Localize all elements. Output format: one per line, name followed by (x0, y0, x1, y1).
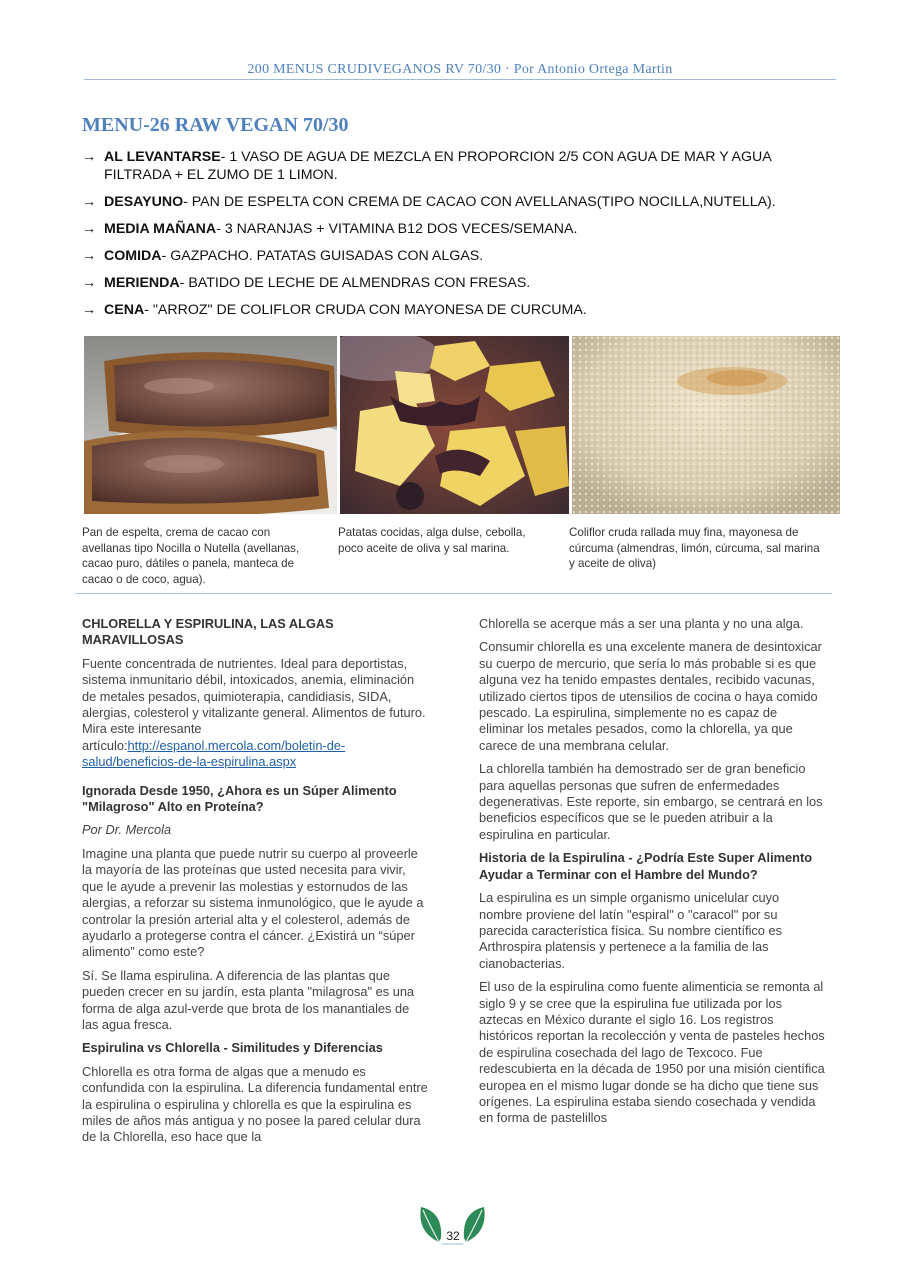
paragraph: Chlorella es otra forma de algas que a menudo es confundida con la espirulina. La diferencia fundamental entre la espirulina o espirulina y chlorella es que la espirulina es miles de años más antigua y no posee la pared celular dura de la Chlorella, eso hace que la (82, 1063, 428, 1145)
photo-cauliflower-rice (572, 336, 840, 514)
left-column (82, 616, 428, 1153)
menu-item-text: - PAN DE ESPELTA CON CREMA DE CACAO CON AVELLANAS(TIPO NOCILLA,NUTELLA). (183, 194, 776, 210)
running-header: 200 MENUS CRUDIVEGANOS RV 70/30 · Por Antonio Ortega Martin (247, 62, 673, 77)
menu-item-cena (82, 301, 822, 319)
arrow-right-icon: → (82, 275, 97, 291)
menu-item-comida (82, 247, 822, 265)
byline: Por Dr. Mercola (82, 822, 172, 838)
menu-item-label: MEDIA MAÑANA (104, 221, 217, 237)
menu-item-al-levantarse (82, 148, 822, 184)
paragraph: Sí. Se llama espirulina. A diferencia de las plantas que pueden crecer en su jardín, esta planta "milagrosa" es una forma de alga azul-verde que brota de los manantiales de las agua fresca. (82, 967, 415, 1032)
menu-item-label: CENA (104, 302, 145, 318)
photo-potatoes-algae (340, 336, 569, 514)
paragraph: El uso de la espirulina como fuente alimenticia se remonta al siglo 9 y se cree que la espirulina fue utilizada por los aztecas en México durante el siglo 16. Los registros históricos reportan la recolección y venta de pasteles hechos de espirulina cosechada del lago de Texcoco. Fue redescubierta en la década de 1950 por una misión científica europea en el mismo lugar donde se ha dicho que tiene sus orígenes. La espirulina estaba siendo cosechada y vendida en forma de pastelillos (479, 979, 825, 1126)
section-heading-chlorella: CHLORELLA Y ESPIRULINA, LAS ALGAS MARAVILLOSAS (82, 616, 334, 648)
photo-bread-cacao (84, 336, 337, 514)
caption-cauliflower-rice: Coliflor cruda rallada muy fina, mayonesa de cúrcuma (almendras, limón, cúrcuma, sal marina y aceite de oliva) (569, 526, 820, 570)
menu-item-label: MERIENDA (104, 275, 180, 291)
page-title: MENU-26 RAW VEGAN 70/30 (82, 114, 349, 136)
paragraph: La chlorella también ha demostrado ser de gran beneficio para aquellas personas que sufren de enfermedades degenerativas. Este reporte, sin embargo, se centrará en los beneficios específicos que se le pueden atribuir a la espirulina en particular. (479, 761, 823, 842)
article-heading: Ignorada Desde 1950, ¿Ahora es un Súper Alimento "Milagroso" Alto en Proteína? (82, 782, 397, 815)
intro-paragraph (82, 656, 428, 771)
paragraph: Chlorella se acerque más a ser una planta y no una alga. (479, 616, 804, 631)
arrow-right-icon: → (82, 221, 97, 237)
arrow-right-icon: → (82, 194, 97, 210)
paragraph: Consumir chlorella es una excelente manera de desintoxicar su cuerpo de mercurio, que sería lo más probable si es que alguna vez ha tenido empastes dentales, recibido vacunas, utilizado ciertos tipos de utensilios de cocina o haya comido pescado. La espirulina, simplemente no es capaz de eliminar los metales pesados, como la chlorella, ya que carece de una membrana celular. (479, 639, 822, 753)
menu-item-text: - BATIDO DE LECHE DE ALMENDRAS CON FRESAS. (179, 275, 531, 291)
mercola-article-link[interactable]: http://espanol.mercola.com/boletin-de-salud/beneficios-de-la-espirulina.aspx (82, 737, 346, 770)
paragraph: Imagine una planta que puede nutrir su cuerpo al proveerle la mayoría de las proteínas que usted necesita para vivir, que le ayude a prevenir las molestias y estornudos de las alergias, a reforzar su sistema inmunológico, que le ayude a controlar la presión arterial alta y el colesterol, además de ayudarlo a protegerse contra el cáncer. ¿Existirá un “súper alimento” como este? (82, 845, 424, 960)
page-number: 32 (446, 1229, 460, 1243)
menu-item-merienda (82, 274, 822, 292)
menu-item-text: - 1 VASO DE AGUA DE MEZCLA EN PROPORCION 2/5 CON AGUA DE MAR Y AGUA FILTRADA + EL ZUMO DE 1 LIMON. (104, 149, 771, 183)
caption-bread-cacao: Pan de espelta, crema de cacao con avellanas tipo Nocilla o Nutella (avellanas, cacao puro, dátiles o panela, manteca de cacao o de coco, agua). (82, 526, 300, 586)
subheading-espirulina-vs-chlorella: Espirulina vs Chlorella - Similitudes y Diferencias (82, 1040, 383, 1056)
menu-item-media-manana (82, 220, 822, 238)
menu-item-label: DESAYUNO (104, 194, 184, 210)
menu-item-label: AL LEVANTARSE (104, 149, 221, 165)
header-divider (84, 79, 836, 80)
menu-item-label: COMIDA (104, 248, 162, 264)
arrow-right-icon: → (82, 248, 97, 264)
caption-potatoes-algae: Patatas cocidas, alga dulse, cebolla, poco aceite de oliva y sal marina. (338, 526, 526, 555)
section-divider (75, 593, 832, 594)
arrow-right-icon: → (82, 302, 97, 318)
menu-item-desayuno (82, 193, 822, 211)
arrow-right-icon: → (82, 149, 97, 165)
right-column (479, 616, 825, 1134)
menu-item-text: - "ARROZ" DE COLIFLOR CRUDA CON MAYONESA DE CURCUMA. (144, 302, 587, 318)
intro-text: Fuente concentrada de nutrientes. Ideal para deportistas, sistema inmunitario débil, intoxicados, anemia, eliminación de metales pesados, quimioterapia, candidiasis, SIDA, alergias, colesterol y vitalizante general. Alimentos de futuro. Mira este interesante artículo: (82, 655, 426, 753)
menu-item-text: - 3 NARANJAS + VITAMINA B12 DOS VECES/SEMANA. (216, 221, 578, 237)
menu-list (82, 148, 822, 328)
menu-item-text: - GAZPACHO. PATATAS GUISADAS CON ALGAS. (161, 248, 484, 264)
paragraph: La espirulina es un simple organismo unicelular cuyo nombre proviene del latín "espiral" o "caracol" por su parecida característica física. Su nombre científico es Arthrospira platensis y pertenece a la familia de las cianobacterias. (479, 890, 782, 971)
subheading-historia: Historia de la Espirulina - ¿Podría Este Super Alimento Ayudar a Terminar con el Hambre del Mundo? (479, 850, 813, 882)
